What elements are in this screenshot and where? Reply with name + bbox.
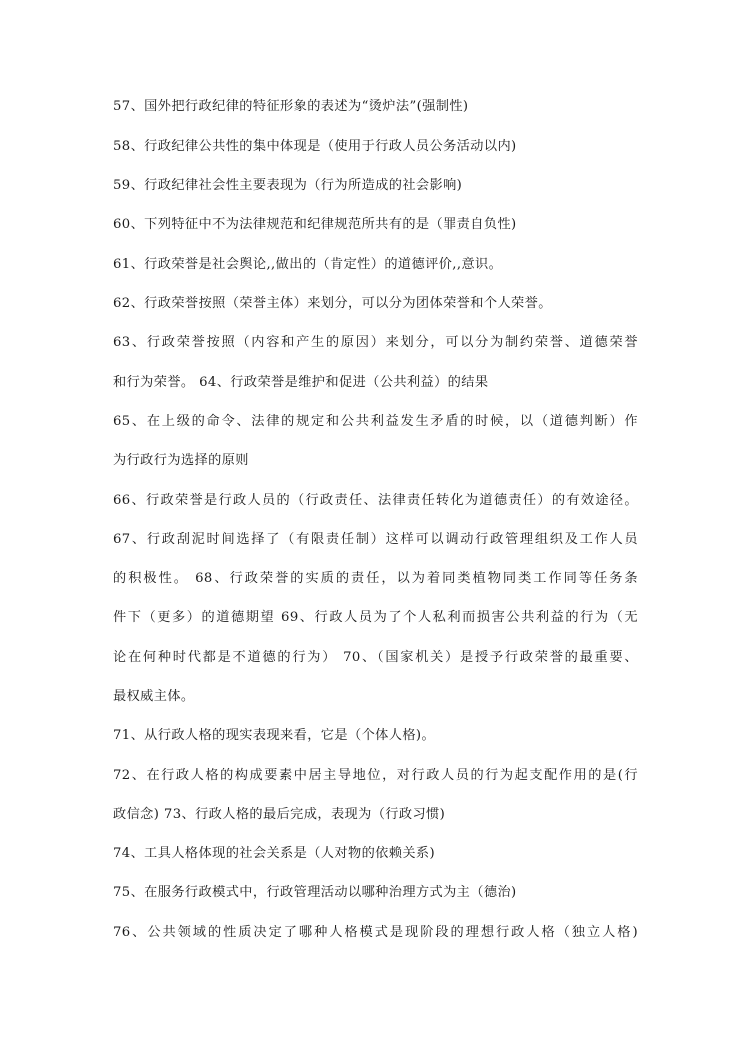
text-line-69-70: 论在何种时代都是不道德的行为） 70、（国家机关）是授予行政荣誉的最重要、	[113, 650, 638, 665]
text-line-60: 60、下列特征中不为法律规范和纪律规范所共有的是（罪责自负性)	[113, 217, 517, 232]
text-line-71: 71、从行政人格的现实表现来看，它是（个体人格)。	[113, 728, 436, 743]
text-line-63: 63、行政荣誉按照（内容和产生的原因）来划分，可以分为制约荣誉、道德荣誉	[113, 335, 638, 350]
text-line-67: 67、行政刮泥时间选择了（有限责任制）这样可以调动行政管理组织及工作人员	[113, 532, 638, 547]
text-line-66: 66、行政荣誉是行政人员的（行政责任、法律责任转化为道德责任）的有效途径。	[113, 493, 638, 508]
text-line-74: 74、工具人格体现的社会关系是（人对物的依赖关系)	[113, 846, 436, 861]
text-line-65-cont: 为行政行为选择的原则	[113, 453, 249, 468]
text-line-65: 65、在上级的命令、法律的规定和公共利益发生矛盾的时候，以（道德判断）作	[113, 414, 638, 429]
text-line-72: 72、在行政人格的构成要素中居主导地位，对行政人员的行为起支配作用的是(行	[113, 768, 638, 783]
text-line-61: 61、行政荣誉是社会舆论,,做出的（肯定性）的道德评价,,意识。	[113, 257, 503, 272]
text-line-59: 59、行政纪律社会性主要表现为（行为所造成的社会影响)	[113, 178, 463, 193]
text-line-58: 58、行政纪律公共性的集中体现是（使用于行政人员公务活动以内)	[113, 139, 517, 154]
text-line-75: 75、在服务行政模式中，行政管理活动以哪种治理方式为主（德治)	[113, 885, 517, 900]
text-line-68-69: 件下（更多）的道德期望 69、行政人员为了个人私利而损害公共利益的行为（无	[113, 610, 638, 625]
text-line-76: 76、公共领域的性质决定了哪种人格模式是现阶段的理想行政人格（独立人格)	[113, 925, 638, 940]
text-line-72-73: 政信念) 73、行政人格的最后完成，表现为（行政习惯)	[113, 807, 446, 822]
text-line-67-68: 的积极性。 68、行政荣誉的实质的责任，以为着同类植物同类工作同等任务条	[113, 571, 638, 586]
text-line-63-64: 和行为荣誉。 64、行政荣誉是维护和促进（公共利益）的结果	[113, 375, 489, 390]
text-line-70-cont: 最权威主体。	[113, 689, 195, 704]
text-line-57: 57、国外把行政纪律的特征形象的表述为“烫炉法”(强制性)	[113, 99, 469, 114]
text-line-62: 62、行政荣誉按照（荣誉主体）来划分，可以分为团体荣誉和个人荣誉。	[113, 296, 552, 311]
